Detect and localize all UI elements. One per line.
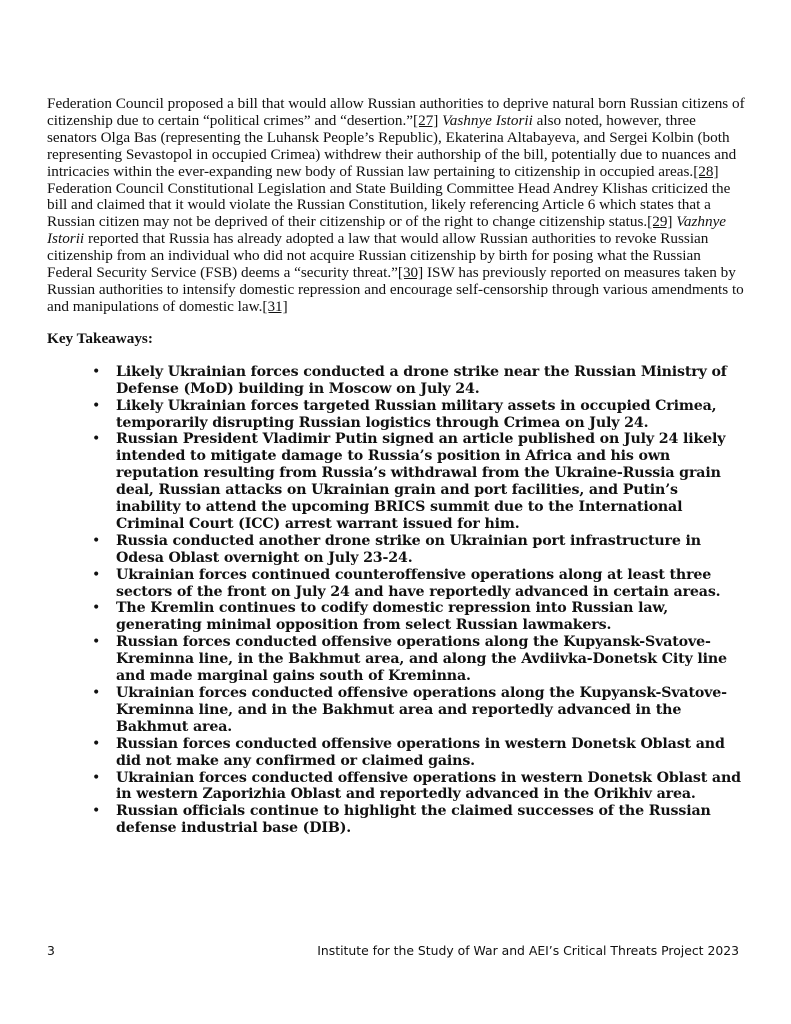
footnote-link-27[interactable]: [27] bbox=[413, 111, 439, 129]
footnote-link-30[interactable]: [30] bbox=[397, 264, 424, 282]
list-item: • Likely Ukrainian forces targeted Russian military assets in occupied Crimea, temporarily disrupting Russian logistics through Crimea on July 24. bbox=[116, 398, 747, 432]
page-footer bbox=[47, 943, 747, 963]
footnote-link-31[interactable]: [31] bbox=[262, 297, 288, 315]
body-paragraph bbox=[47, 96, 747, 316]
source-name: Vashnye Istorii bbox=[442, 111, 533, 129]
page-number: 3 bbox=[47, 943, 55, 958]
list-item: • Russia conducted another drone strike on Ukrainian port infrastructure in Odesa Oblast overnight on July 23-24. bbox=[116, 533, 747, 567]
body-text: reported that Russia has already adopted a law that would allow Russian authorities to revoke Russian citizenship from an individual who did not acquire Russian citizenship by birth for posing what the Russian Federal Security Service (FSB) deems a “security threat.” bbox=[47, 230, 709, 282]
body-text: ISW has previously reported on measures taken by Russian authorities to intensify domestic repression and encourage self-censorship through various amendments to and manipulations of domestic law. bbox=[47, 264, 744, 315]
footnote-link-29[interactable]: [29] bbox=[647, 213, 673, 231]
body-text: Federation Council Constitutional Legislation and State Building Committee Head Andrey Klishas criticized the bill and claimed that it would violate the Russian Constitution, likely referencing Article 6 which states that a Russian citizen may not be deprived of their citizenship or of the right to change citizenship status. bbox=[47, 179, 731, 231]
list-item: • Ukrainian forces continued counteroffensive operations along at least three sectors of the front on July 24 and have reportedly advanced in certain areas. bbox=[116, 567, 747, 601]
list-item: • Russian forces conducted offensive operations in western Donetsk Oblast and did not make any confirmed or claimed gains. bbox=[116, 736, 747, 770]
source-name: Vazhnye Istorii bbox=[47, 213, 727, 248]
list-item: • The Kremlin continues to codify domestic repression into Russian law, generating minimal opposition from select Russian lawmakers. bbox=[116, 600, 747, 634]
body-text: also noted, however, three senators Olga Bas (representing the Luhansk People’s Republic), Ekaterina Altabayeva, and Sergei Kolbin (both representing Sevastopol in occupied Crimea) withdrew their authorship of the bill, potentially due to nuances and intricacies within the ever-expanding new body of Russian law pertaining to citizenship in occupied areas. bbox=[47, 111, 737, 180]
body-text: Federation Council proposed a bill that would allow Russian authorities to deprive natural born Russian citizens of citizenship due to certain “political crimes” and “desertion.” bbox=[47, 95, 745, 129]
list-item: • Russian President Vladimir Putin signed an article published on July 24 likely intended to mitigate damage to Russia’s position in Africa and his own reputation resulting from Russia’s withdrawal from the Ukraine-Russia grain deal, Russian attacks on Ukrainian grain and port facilities, and Putin’s inability to attend the upcoming BRICS summit due to the International Criminal Court (ICC) arrest warrant issued for him. bbox=[116, 431, 747, 532]
key-takeaways-list bbox=[47, 364, 747, 837]
footer-institution: Institute for the Study of War and AEI’s Critical Threats Project 2023 bbox=[317, 943, 739, 958]
list-item: • Russian forces conducted offensive operations along the Kupyansk-Svatove-Kreminna line, in the Bakhmut area, and along the Avdiivka-Donetsk City line and made marginal gains south of Kreminna. bbox=[116, 634, 747, 685]
document-page bbox=[47, 96, 747, 837]
footnote-link-28[interactable]: [28] bbox=[693, 162, 719, 180]
list-item: • Likely Ukrainian forces conducted a drone strike near the Russian Ministry of Defense (MoD) building in Moscow on July 24. bbox=[116, 364, 747, 398]
list-item: • Russian officials continue to highlight the claimed successes of the Russian defense industrial base (DIB). bbox=[116, 803, 747, 837]
key-takeaways-heading: Key Takeaways: bbox=[47, 329, 153, 347]
list-item: • Ukrainian forces conducted offensive operations in western Donetsk Oblast and in western Zaporizhia Oblast and reportedly advanced in the Orikhiv area. bbox=[116, 770, 747, 804]
list-item: • Ukrainian forces conducted offensive operations along the Kupyansk-Svatove-Kreminna line, and in the Bakhmut area and reportedly advanced in the Bakhmut area. bbox=[116, 685, 747, 736]
